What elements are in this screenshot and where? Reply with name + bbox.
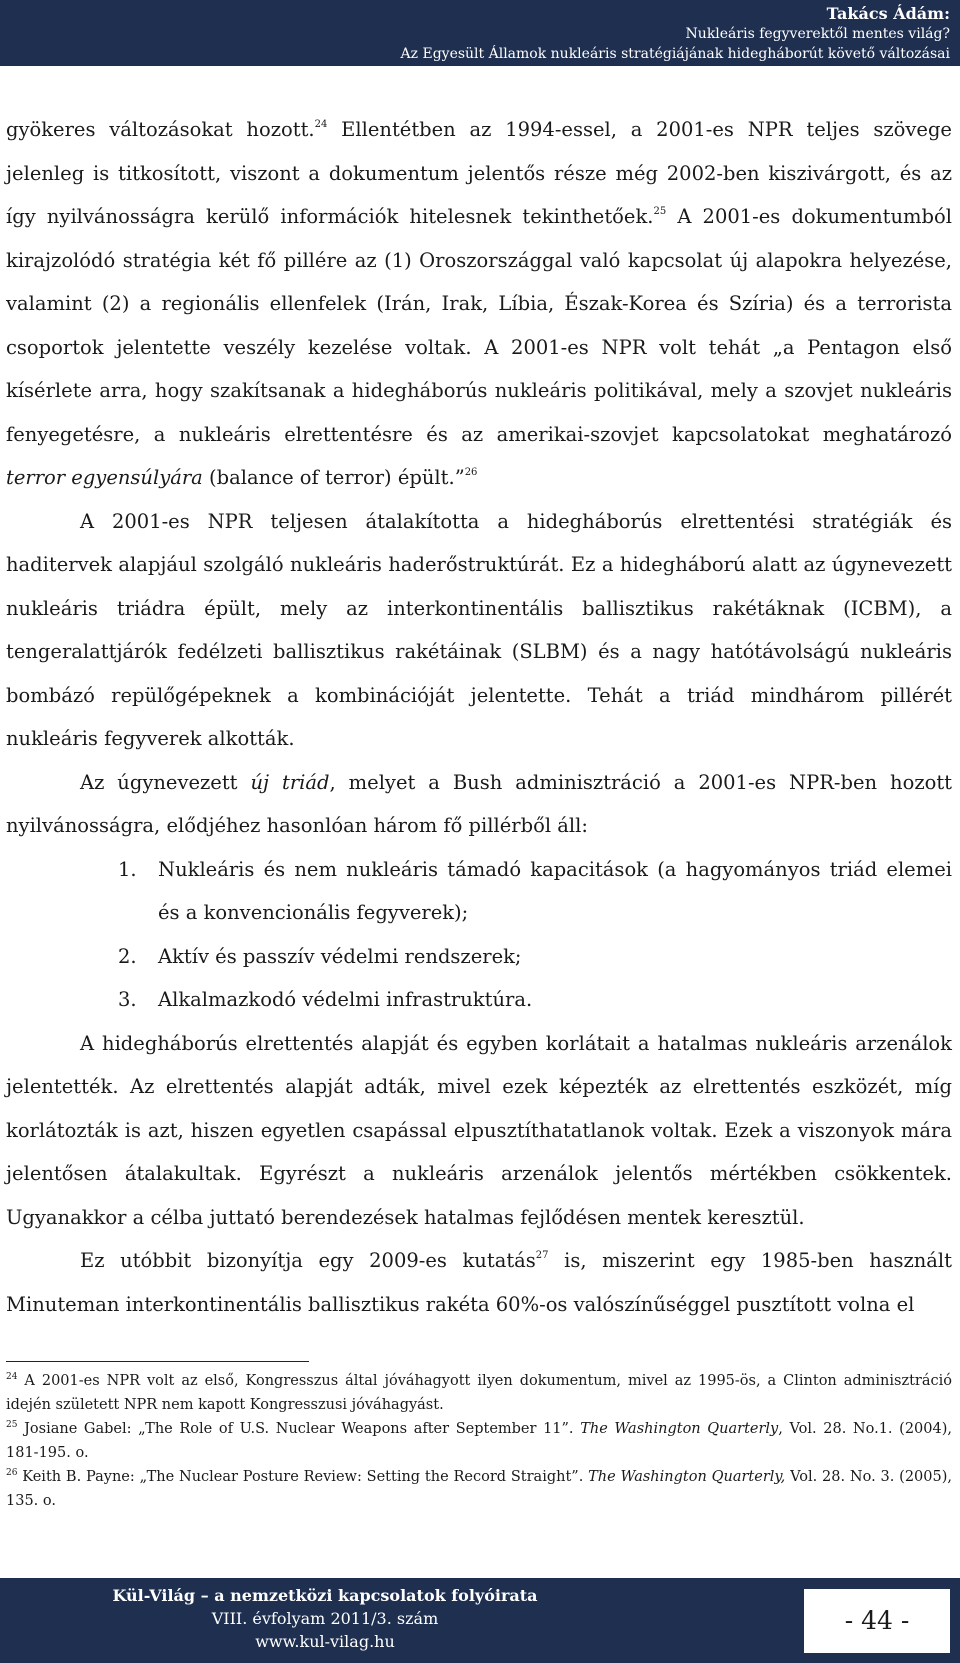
- paragraph-2: A 2001-es NPR teljesen átalakította a hidegháborús elrettentési stratégiák és haditervek alapjául szolgáló nukleáris haderőstruktúrát. Ez a hidegháború alatt az úgynevezett nukleáris triádra épült, mely az interkontinentális ballisztikus rakétáknak (ICBM), a tengeralattjárók fedélzeti ballisztikus rakétáinak (SLBM) és a nagy hatótávolságú nukleáris bombázó repülőgépeknek a kombinációját jelentette. Tehát a triád mindhárom pillérét nukleáris fegyverek alkották.: [6, 509, 952, 750]
- footnote-number: 26: [6, 1468, 18, 1478]
- header-subtitle: Az Egyesült Államok nukleáris stratégiájának hidegháborút követő változásai: [400, 46, 950, 62]
- footnote-text: Keith B. Payne: „The Nuclear Posture Review: Setting the Record Straight”.: [17, 1469, 589, 1485]
- footnote-24: [6, 1369, 952, 1417]
- header-title: Nukleáris fegyverektől mentes világ?: [685, 26, 950, 42]
- footnotes: [6, 1369, 952, 1513]
- page-number: - 44 -: [803, 1588, 951, 1654]
- journal-issue: VIII. évfolyam 2011/3. szám: [211, 1609, 439, 1628]
- list-text: Aktív és passzív védelmi rendszerek;: [158, 944, 522, 968]
- list-number: 2.: [118, 944, 137, 968]
- paragraph-3: [6, 761, 952, 848]
- list-number: 3.: [118, 988, 137, 1011]
- footnote-ref-24[interactable]: 24: [314, 119, 328, 130]
- footnote-25: [6, 1417, 952, 1465]
- footnote-ref-26[interactable]: 26: [464, 467, 478, 478]
- journal-name: Kül-Világ – a nemzetközi kapcsolatok folyóirata: [112, 1586, 538, 1605]
- p5-text-b: is, miszerint egy 1985-ben használt Minuteman interkontinentális ballisztikus rakéta 60%-os valószínűséggel pusztított volna el: [6, 1249, 952, 1316]
- footnote-journal: The Washington Quarterly: [580, 1421, 779, 1437]
- footnote-ref-27[interactable]: 27: [535, 1250, 549, 1261]
- paragraph-1: [6, 108, 952, 500]
- footnote-ref-25[interactable]: 25: [653, 206, 667, 217]
- pillar-list: [6, 848, 952, 1022]
- article-body: [6, 108, 952, 1326]
- footnote-journal: The Washington Quarterly,: [588, 1469, 786, 1485]
- footnote-number: 24: [6, 1372, 18, 1382]
- list-item: [6, 978, 952, 1022]
- header-author: Takács Ádám:: [826, 4, 950, 23]
- list-number: 1.: [118, 857, 137, 881]
- paragraph-5: [6, 1239, 952, 1326]
- paragraph-4: A hidegháborús elrettentés alapját és egyben korlátait a hatalmas nukleáris arzenálok jelentették. Az elrettentés alapját adták, mivel ezek képezték az elrettentés eszközét, míg korlátozták is azt, hiszen egyetlen csapással elpusztíthatatlanok voltak. Ezek a viszonyok mára jelentősen átalakultak. Egyrészt a nukleáris arzenálok jelentős mértékben csökkentek. Ugyanakkor a célba juttató berendezések hatalmas fejlődésen mentek keresztül.: [6, 1031, 952, 1229]
- p1-italic: terror egyensúlyára: [6, 466, 203, 489]
- p3-text-a: Az úgynevezett: [80, 770, 251, 794]
- list-text: Nukleáris és nem nukleáris támadó kapacitások (a hagyományos triád elemei és a konvencionális fegyverek);: [158, 857, 952, 924]
- footnote-text: A 2001-es NPR volt az első, Kongresszus által jóváhagyott ilyen dokumentum, mivel az 1995-ös, a Clinton adminisztráció idején született NPR nem kapott Kongresszusi jóváhagyást.: [6, 1373, 952, 1413]
- footnote-text: , Vol. 28. No.1. (2004), 181-195. o.: [6, 1421, 952, 1461]
- footnote-text: Josiane Gabel: „The Role of U.S. Nuclear Weapons after September 11”.: [17, 1421, 581, 1437]
- p1-text-b: Ellentétben az 1994-essel, a 2001-es NPR teljes szövege jelenleg is titkosított, viszont a dokumentum jelentős része még 2002-ben kiszivárgott, és az így nyilvánosságra kerülő információk hitelesnek tekinthetőek.: [6, 118, 952, 228]
- footnote-number: 25: [6, 1420, 18, 1430]
- footnote-divider: [6, 1361, 309, 1362]
- footnote-26: [6, 1465, 952, 1513]
- p1-text-d: (balance of terror) épült.”: [202, 466, 465, 489]
- page-footer: [0, 1578, 960, 1663]
- list-item: [6, 935, 952, 979]
- p1-text-c: A 2001-es dokumentumból kirajzolódó stratégia két fő pillére az (1) Oroszországgal való kapcsolat új alapokra helyezése, valamint (2) a regionális ellenfelek (Irán, Irak, Líbia, Észak-Korea és Szíria) és a terrorista csoportok jelentette veszély kezelése voltak. A 2001-es NPR volt tehát „a Pentagon első kísérlete arra, hogy szakítsanak a hidegháborús nukleáris politikával, mely a szovjet nukleáris fenyegetésre, a nukleáris elrettentésre és az amerikai-szovjet kapcsolatokat meghatározó: [6, 205, 952, 446]
- journal-info: [0, 1584, 650, 1653]
- p3-italic: új triád: [250, 770, 330, 794]
- list-item: [6, 848, 952, 935]
- list-text: Alkalmazkodó védelmi infrastruktúra.: [158, 988, 533, 1011]
- p3-text-b: , melyet a Bush adminisztráció a 2001-es NPR-ben hozott nyilvánosságra, elődjéhez hasonlóan három fő pillérből áll:: [6, 770, 953, 837]
- footnote-text: Vol. 28. No. 3. (2005), 135. o.: [6, 1469, 953, 1509]
- page-header: [0, 0, 960, 66]
- journal-url[interactable]: www.kul-vilag.hu: [255, 1632, 395, 1651]
- p1-text-a: gyökeres változásokat hozott.: [6, 118, 315, 141]
- p5-text-a: Ez utóbbit bizonyítja egy 2009-es kutatás: [80, 1249, 536, 1272]
